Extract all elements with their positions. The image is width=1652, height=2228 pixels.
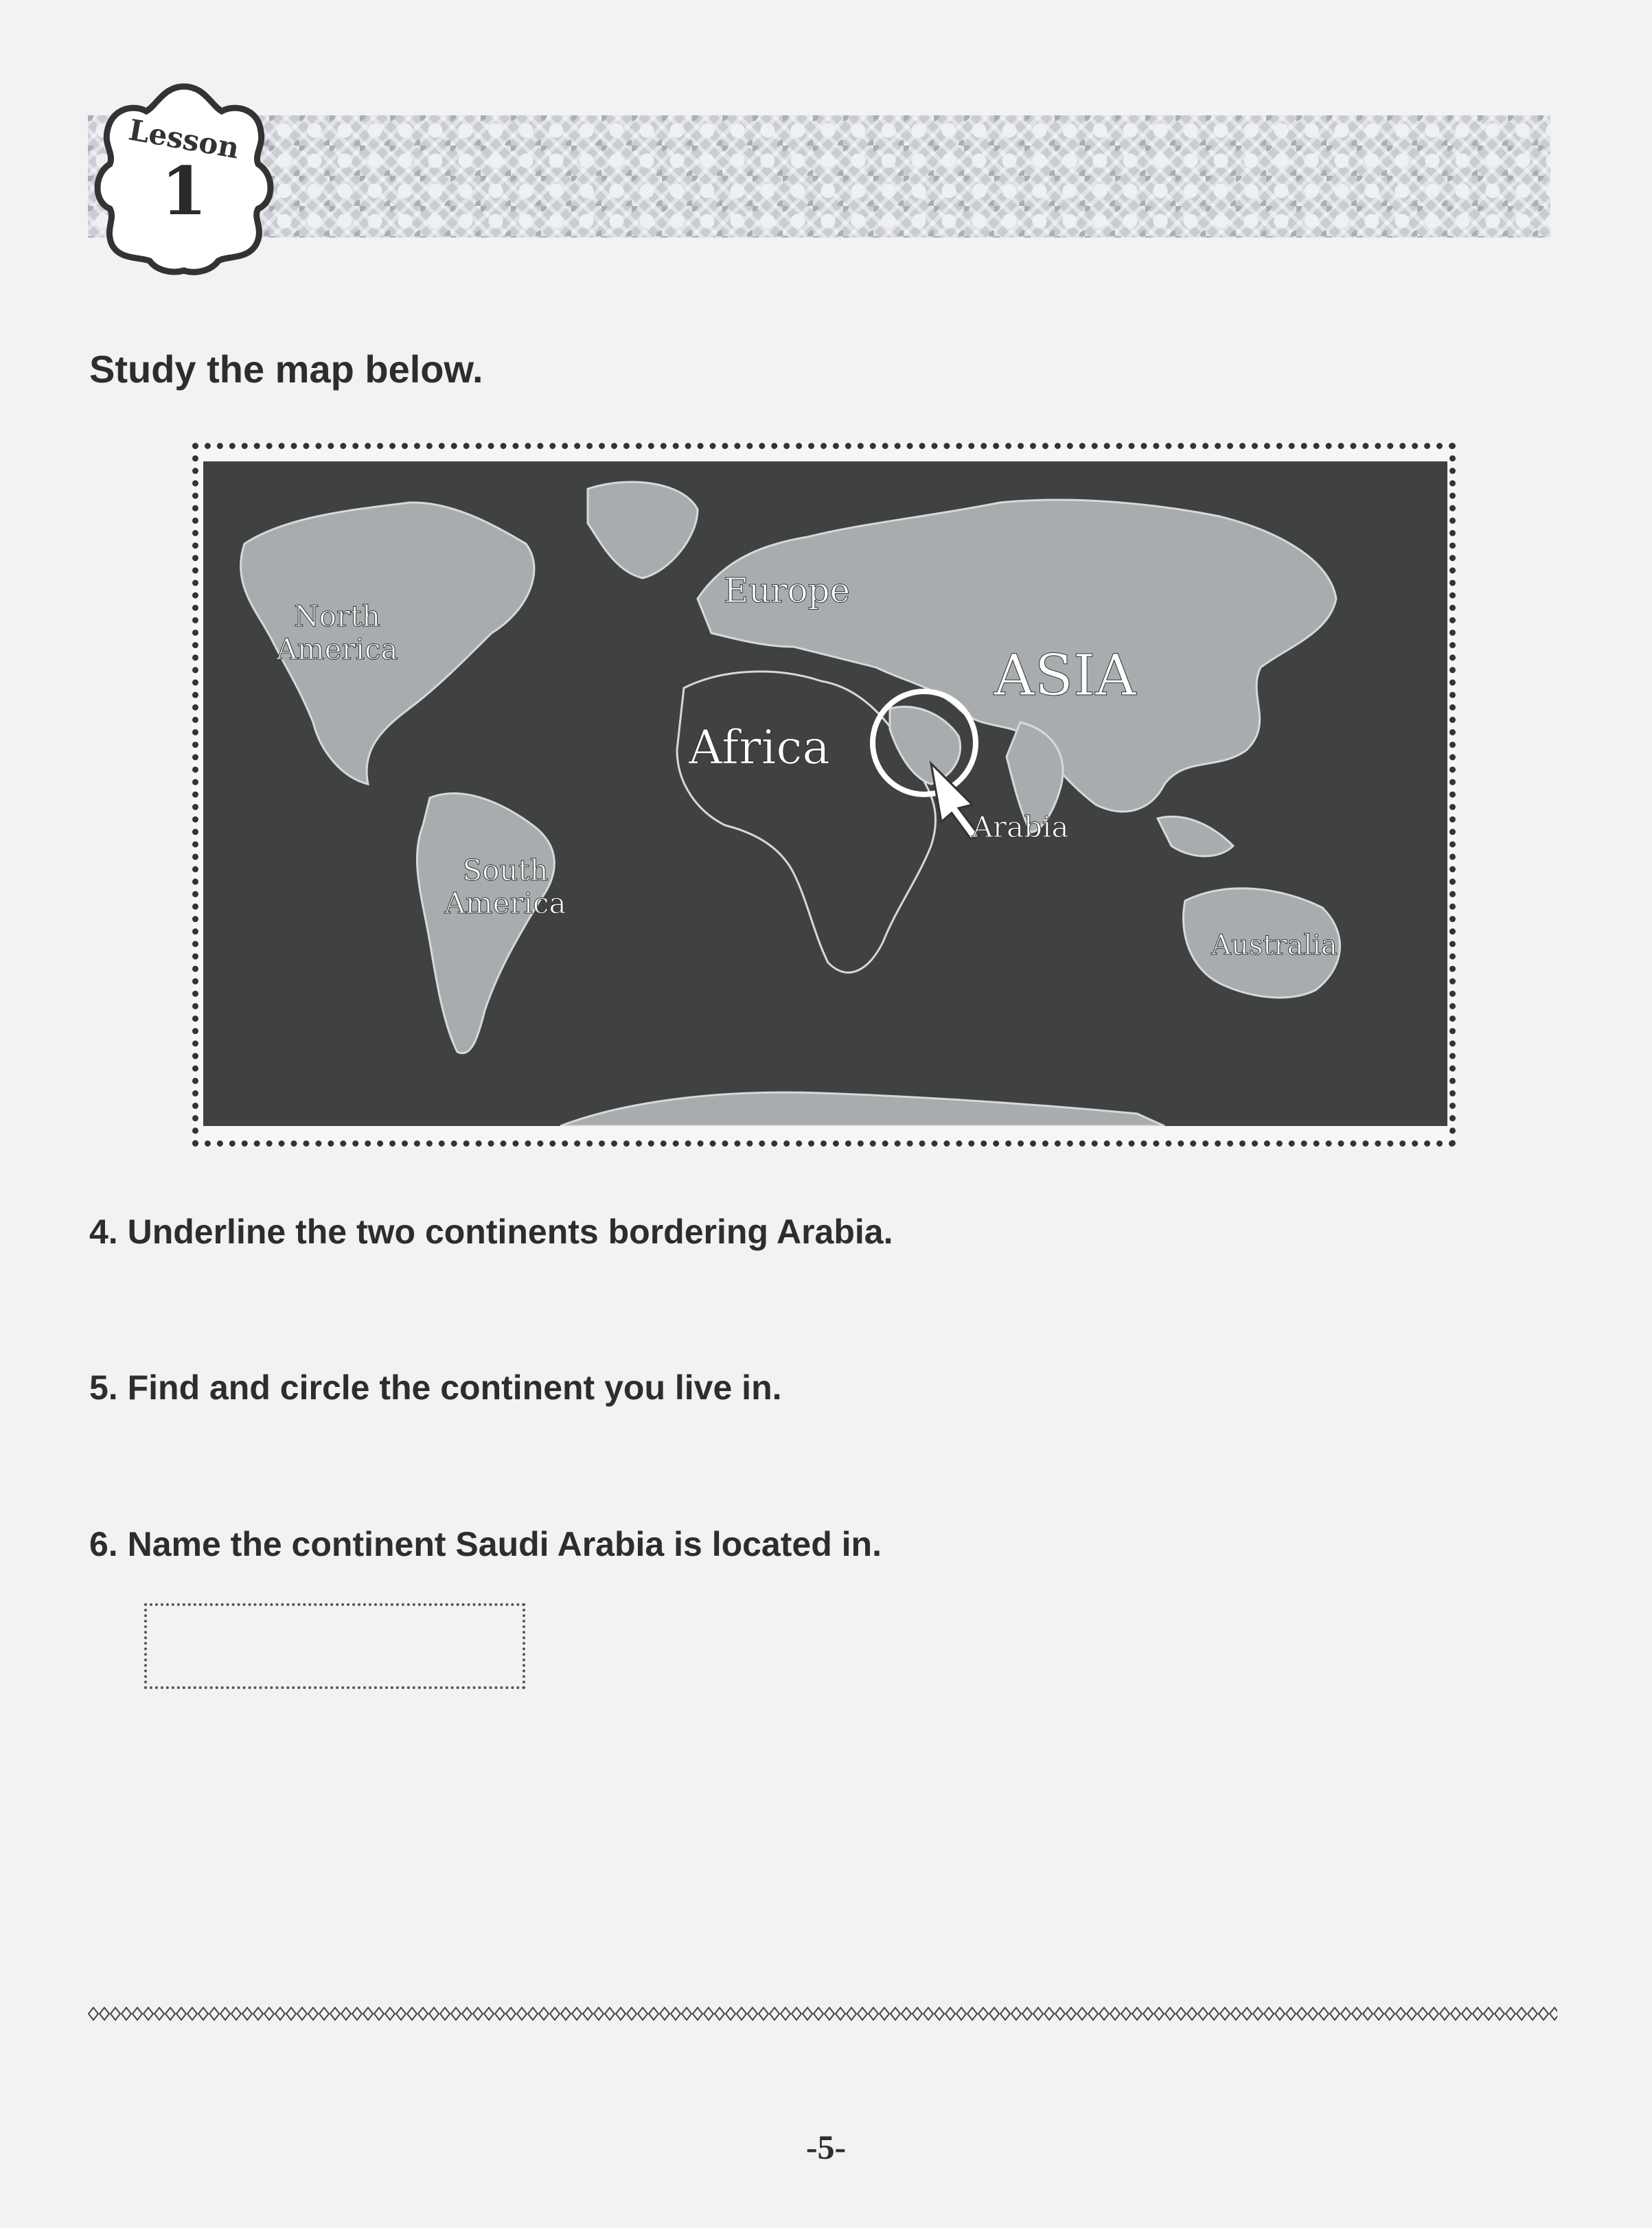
question-5: 5. Find and circle the continent you live in. <box>89 1368 782 1407</box>
label-north-america-line2: America <box>276 632 398 666</box>
label-south-america-line1: South <box>462 853 549 887</box>
world-map <box>203 461 1447 1126</box>
page-number: -5- <box>805 2128 847 2166</box>
decorative-divider <box>88 2005 1557 2023</box>
label-africa: Africa <box>689 721 830 775</box>
label-europe: Europe <box>723 571 851 610</box>
label-south-america-line2: America <box>444 886 566 920</box>
lesson-label: Lesson <box>126 113 242 165</box>
lesson-number: 1 <box>161 152 207 230</box>
label-arabia: Arabia <box>972 810 1069 844</box>
header-banner <box>88 115 1550 238</box>
label-north-america-line1: North <box>293 599 381 633</box>
question-4: 4. Underline the two continents bordering Arabia. <box>89 1213 893 1251</box>
question-6: 6. Name the continent Saudi Arabia is located in. <box>89 1525 882 1563</box>
instruction-text: Study the map below. <box>89 347 483 391</box>
label-australia: Australia <box>1211 930 1338 961</box>
answer-box[interactable] <box>144 1603 525 1689</box>
label-asia: ASIA <box>994 643 1136 709</box>
